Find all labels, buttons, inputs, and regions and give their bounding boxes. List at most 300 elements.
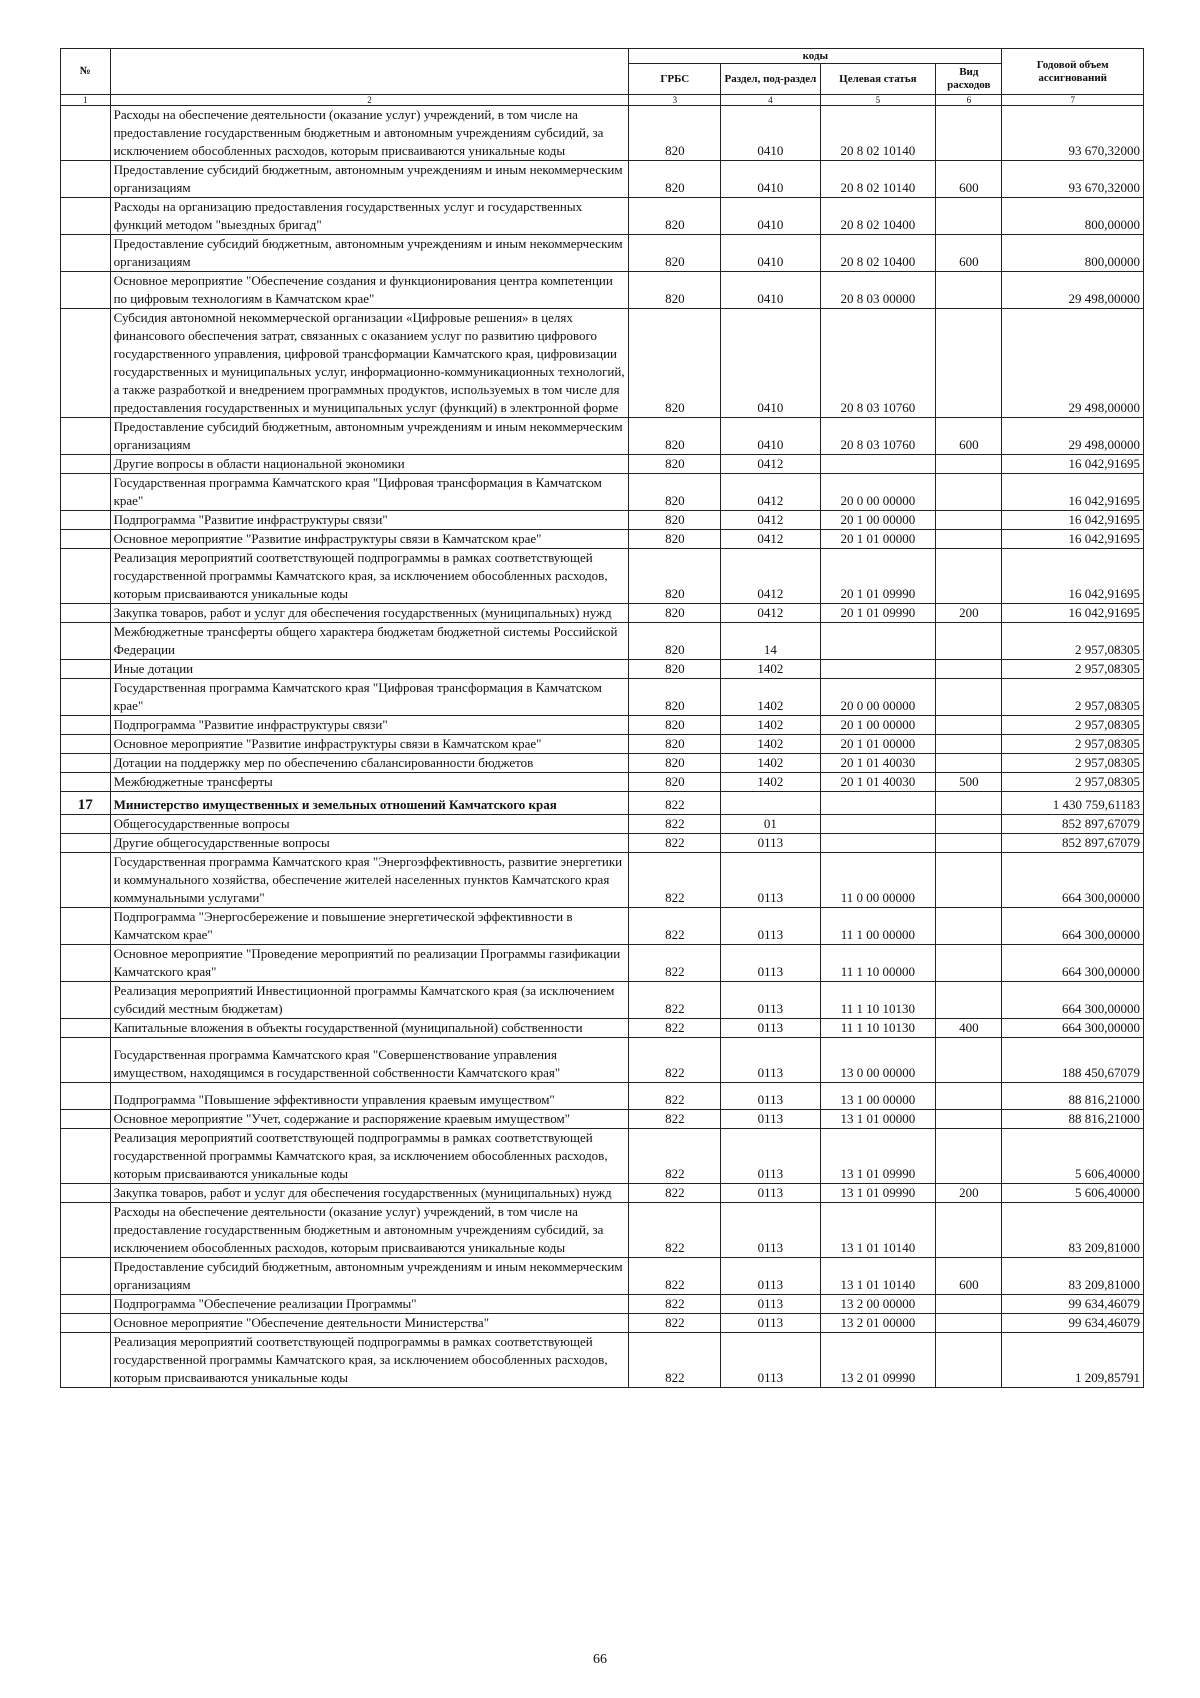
item-name: Межбюджетные трансферты общего характера бюджетам бюджетной системы Российской Федерации <box>110 623 629 660</box>
grbs-code: 820 <box>629 272 721 309</box>
table-row <box>61 945 1144 982</box>
row-number <box>61 716 111 735</box>
section-code: 1402 <box>721 735 820 754</box>
grbs-code: 820 <box>629 198 721 235</box>
section-code: 14 <box>721 623 820 660</box>
section-code: 0113 <box>721 1019 820 1038</box>
target-article-code: 13 0 00 00000 <box>820 1038 936 1083</box>
expense-type-code <box>936 106 1002 161</box>
annual-amount: 800,00000 <box>1002 198 1144 235</box>
table-row <box>61 982 1144 1019</box>
target-article-code: 20 8 03 10760 <box>820 418 936 455</box>
table-row <box>61 1203 1144 1258</box>
target-article-code: 13 1 01 00000 <box>820 1110 936 1129</box>
table-row <box>61 1295 1144 1314</box>
section-code: 0412 <box>721 455 820 474</box>
table-row <box>61 455 1144 474</box>
expense-type-code <box>936 1314 1002 1333</box>
target-article-code: 20 8 03 10760 <box>820 309 936 418</box>
grbs-code: 820 <box>629 549 721 604</box>
section-code: 0410 <box>721 161 820 198</box>
item-name: Предоставление субсидий бюджетным, автономным учреждениям и иным некоммерческим организациям <box>110 418 629 455</box>
grbs-code: 822 <box>629 853 721 908</box>
expense-type-code <box>936 1203 1002 1258</box>
annual-amount: 664 300,00000 <box>1002 982 1144 1019</box>
expense-type-code <box>936 735 1002 754</box>
grbs-code: 822 <box>629 834 721 853</box>
item-name: Реализация мероприятий Инвестиционной программы Камчатского края (за исключением субсидий местным бюджетам) <box>110 982 629 1019</box>
expense-type-code: 200 <box>936 1184 1002 1203</box>
expense-type-code: 200 <box>936 604 1002 623</box>
annual-amount: 16 042,91695 <box>1002 604 1144 623</box>
grbs-code: 820 <box>629 106 721 161</box>
expense-type-code <box>936 1295 1002 1314</box>
section-code: 0113 <box>721 1083 820 1110</box>
row-number <box>61 309 111 418</box>
row-number <box>61 1333 111 1388</box>
expense-type-code <box>936 1333 1002 1388</box>
annual-amount: 99 634,46079 <box>1002 1295 1144 1314</box>
expense-type-code <box>936 623 1002 660</box>
row-number <box>61 754 111 773</box>
section-code: 0113 <box>721 1129 820 1184</box>
table-row <box>61 418 1144 455</box>
row-number <box>61 1129 111 1184</box>
item-name: Основное мероприятие "Развитие инфраструктуры связи в Камчатском крае" <box>110 530 629 549</box>
expense-type-code <box>936 679 1002 716</box>
section-code: 0113 <box>721 945 820 982</box>
budget-table <box>60 48 1144 1388</box>
expense-type-code <box>936 272 1002 309</box>
target-article-code: 13 2 01 00000 <box>820 1314 936 1333</box>
section-code: 0412 <box>721 511 820 530</box>
annual-amount: 188 450,67079 <box>1002 1038 1144 1083</box>
row-number <box>61 1258 111 1295</box>
item-name: Основное мероприятие "Развитие инфраструктуры связи в Камчатском крае" <box>110 735 629 754</box>
annual-amount: 16 042,91695 <box>1002 549 1144 604</box>
column-number: 6 <box>936 95 1002 106</box>
header-row-top <box>61 49 1144 64</box>
row-number <box>61 853 111 908</box>
annual-amount: 800,00000 <box>1002 235 1144 272</box>
target-article-code: 20 1 01 09990 <box>820 549 936 604</box>
annual-amount: 93 670,32000 <box>1002 106 1144 161</box>
budget-table-container <box>60 48 1144 1388</box>
row-number <box>61 735 111 754</box>
page-number: 66 <box>593 1652 607 1667</box>
section-code: 0412 <box>721 549 820 604</box>
annual-amount: 83 209,81000 <box>1002 1258 1144 1295</box>
item-name: Министерство имущественных и земельных отношений Камчатского края <box>110 792 629 815</box>
item-name: Основное мероприятие "Обеспечение деятельности Министерства" <box>110 1314 629 1333</box>
grbs-code: 822 <box>629 1333 721 1388</box>
section-code: 0410 <box>721 235 820 272</box>
item-name: Основное мероприятие "Учет, содержание и распоряжение краевым имуществом" <box>110 1110 629 1129</box>
column-number: 4 <box>721 95 820 106</box>
table-row <box>61 792 1144 815</box>
target-article-code: 20 8 02 10140 <box>820 106 936 161</box>
row-number <box>61 945 111 982</box>
section-code: 0113 <box>721 1184 820 1203</box>
row-number <box>61 1019 111 1038</box>
expense-type-code: 600 <box>936 1258 1002 1295</box>
section-code: 0113 <box>721 982 820 1019</box>
annual-amount: 29 498,00000 <box>1002 418 1144 455</box>
target-article-code: 20 8 02 10400 <box>820 235 936 272</box>
annual-amount: 5 606,40000 <box>1002 1184 1144 1203</box>
column-number: 3 <box>629 95 721 106</box>
column-number-row <box>61 95 1144 106</box>
grbs-code: 822 <box>629 1203 721 1258</box>
target-article-code: 20 8 02 10140 <box>820 161 936 198</box>
grbs-code: 822 <box>629 1083 721 1110</box>
grbs-code: 820 <box>629 455 721 474</box>
header-number: № <box>61 49 111 95</box>
item-name: Государственная программа Камчатского края "Цифровая трансформация в Камчатском крае" <box>110 474 629 511</box>
row-number <box>61 198 111 235</box>
target-article-code: 11 1 10 10130 <box>820 1019 936 1038</box>
table-row <box>61 1333 1144 1388</box>
annual-amount: 2 957,08305 <box>1002 754 1144 773</box>
expense-type-code <box>936 982 1002 1019</box>
section-code: 0412 <box>721 474 820 511</box>
annual-amount: 2 957,08305 <box>1002 773 1144 792</box>
table-row <box>61 1083 1144 1110</box>
section-code: 0410 <box>721 309 820 418</box>
annual-amount: 2 957,08305 <box>1002 679 1144 716</box>
item-name: Предоставление субсидий бюджетным, автономным учреждениям и иным некоммерческим организациям <box>110 161 629 198</box>
grbs-code: 820 <box>629 679 721 716</box>
row-number <box>61 834 111 853</box>
annual-amount: 2 957,08305 <box>1002 623 1144 660</box>
grbs-code: 820 <box>629 235 721 272</box>
target-article-code: 20 1 00 00000 <box>820 716 936 735</box>
table-row <box>61 853 1144 908</box>
header-celevaya: Целевая статья <box>820 64 936 95</box>
row-number <box>61 235 111 272</box>
grbs-code: 822 <box>629 1314 721 1333</box>
expense-type-code <box>936 1038 1002 1083</box>
expense-type-code: 600 <box>936 418 1002 455</box>
section-code: 1402 <box>721 660 820 679</box>
row-number <box>61 418 111 455</box>
target-article-code <box>820 792 936 815</box>
item-name: Подпрограмма "Развитие инфраструктуры связи" <box>110 511 629 530</box>
expense-type-code <box>936 716 1002 735</box>
target-article-code: 11 0 00 00000 <box>820 853 936 908</box>
annual-amount: 88 816,21000 <box>1002 1083 1144 1110</box>
target-article-code <box>820 455 936 474</box>
grbs-code: 822 <box>629 1295 721 1314</box>
table-row <box>61 235 1144 272</box>
grbs-code: 822 <box>629 792 721 815</box>
header-grbs: ГРБС <box>629 64 721 95</box>
table-row <box>61 908 1144 945</box>
target-article-code: 20 1 01 40030 <box>820 754 936 773</box>
grbs-code: 822 <box>629 1258 721 1295</box>
target-article-code: 20 1 01 00000 <box>820 735 936 754</box>
column-number: 1 <box>61 95 111 106</box>
target-article-code: 13 2 00 00000 <box>820 1295 936 1314</box>
annual-amount: 5 606,40000 <box>1002 1129 1144 1184</box>
item-name: Закупка товаров, работ и услуг для обеспечения государственных (муниципальных) нужд <box>110 1184 629 1203</box>
expense-type-code <box>936 549 1002 604</box>
grbs-code: 822 <box>629 1129 721 1184</box>
expense-type-code: 600 <box>936 161 1002 198</box>
section-code: 1402 <box>721 773 820 792</box>
expense-type-code <box>936 754 1002 773</box>
item-name: Основное мероприятие "Проведение мероприятий по реализации Программы газификации Камчатского края" <box>110 945 629 982</box>
annual-amount: 88 816,21000 <box>1002 1110 1144 1129</box>
item-name: Подпрограмма "Развитие инфраструктуры связи" <box>110 716 629 735</box>
item-name: Иные дотации <box>110 660 629 679</box>
grbs-code: 820 <box>629 161 721 198</box>
target-article-code: 13 1 01 09990 <box>820 1129 936 1184</box>
table-row <box>61 1258 1144 1295</box>
expense-type-code <box>936 660 1002 679</box>
header-vid: Вид расходов <box>936 64 1002 95</box>
section-code: 1402 <box>721 754 820 773</box>
section-code: 0410 <box>721 272 820 309</box>
item-name: Реализация мероприятий соответствующей подпрограммы в рамках соответствующей государственной программы Камчатского края, за исключением обособленных расходов, которым присваиваются уникальные коды <box>110 1333 629 1388</box>
target-article-code: 20 1 01 09990 <box>820 604 936 623</box>
table-row <box>61 309 1144 418</box>
row-number <box>61 604 111 623</box>
target-article-code: 13 1 01 10140 <box>820 1203 936 1258</box>
annual-amount: 2 957,08305 <box>1002 660 1144 679</box>
expense-type-code <box>936 309 1002 418</box>
grbs-code: 822 <box>629 1184 721 1203</box>
row-number <box>61 1314 111 1333</box>
item-name: Предоставление субсидий бюджетным, автономным учреждениям и иным некоммерческим организациям <box>110 235 629 272</box>
item-name: Расходы на организацию предоставления государственных услуг и государственных функций методом "выездных бригад" <box>110 198 629 235</box>
table-row <box>61 549 1144 604</box>
column-number: 7 <box>1002 95 1144 106</box>
table-row <box>61 1038 1144 1083</box>
target-article-code: 20 1 00 00000 <box>820 511 936 530</box>
section-code: 0113 <box>721 1295 820 1314</box>
grbs-code: 822 <box>629 982 721 1019</box>
section-code: 01 <box>721 815 820 834</box>
expense-type-code <box>936 908 1002 945</box>
item-name: Государственная программа Камчатского края "Энергоэффективность, развитие энергетики и коммунального хозяйства, обеспечение жителей населенных пунктов Камчатского края коммунальными услугами" <box>110 853 629 908</box>
annual-amount: 16 042,91695 <box>1002 474 1144 511</box>
table-row <box>61 530 1144 549</box>
section-code: 0113 <box>721 853 820 908</box>
grbs-code: 822 <box>629 1110 721 1129</box>
item-name: Капитальные вложения в объекты государственной (муниципальной) собственности <box>110 1019 629 1038</box>
section-code: 0113 <box>721 1038 820 1083</box>
item-name: Подпрограмма "Повышение эффективности управления краевым имуществом" <box>110 1083 629 1110</box>
section-code: 0113 <box>721 1203 820 1258</box>
table-row <box>61 272 1144 309</box>
row-number <box>61 815 111 834</box>
target-article-code: 11 1 10 00000 <box>820 945 936 982</box>
table-row <box>61 834 1144 853</box>
row-number <box>61 773 111 792</box>
annual-amount: 2 957,08305 <box>1002 716 1144 735</box>
expense-type-code <box>936 1110 1002 1129</box>
table-row <box>61 1019 1144 1038</box>
row-number <box>61 1203 111 1258</box>
target-article-code: 13 2 01 09990 <box>820 1333 936 1388</box>
expense-type-code <box>936 853 1002 908</box>
item-name: Дотации на поддержку мер по обеспечению сбалансированности бюджетов <box>110 754 629 773</box>
expense-type-code: 400 <box>936 1019 1002 1038</box>
expense-type-code: 600 <box>936 235 1002 272</box>
expense-type-code <box>936 834 1002 853</box>
row-number: 17 <box>61 792 111 815</box>
section-code: 1402 <box>721 716 820 735</box>
item-name: Основное мероприятие "Обеспечение создания и функционирования центра компетенции по цифровым технологиям в Камчатском крае" <box>110 272 629 309</box>
grbs-code: 820 <box>629 716 721 735</box>
row-number <box>61 530 111 549</box>
annual-amount: 29 498,00000 <box>1002 309 1144 418</box>
section-code: 0113 <box>721 1314 820 1333</box>
grbs-code: 822 <box>629 1019 721 1038</box>
table-row <box>61 1110 1144 1129</box>
row-number <box>61 272 111 309</box>
annual-amount: 664 300,00000 <box>1002 853 1144 908</box>
row-number <box>61 623 111 660</box>
item-name: Государственная программа Камчатского края "Совершенствование управления имуществом, находящимся в государственной собственности Камчатского края" <box>110 1038 629 1083</box>
grbs-code: 820 <box>629 735 721 754</box>
table-row <box>61 106 1144 161</box>
row-number <box>61 1083 111 1110</box>
row-number <box>61 106 111 161</box>
target-article-code: 20 1 01 00000 <box>820 530 936 549</box>
item-name: Реализация мероприятий соответствующей подпрограммы в рамках соответствующей государственной программы Камчатского края, за исключением обособленных расходов, которым присваиваются уникальные коды <box>110 1129 629 1184</box>
row-number <box>61 474 111 511</box>
annual-amount: 664 300,00000 <box>1002 908 1144 945</box>
annual-amount: 1 209,85791 <box>1002 1333 1144 1388</box>
grbs-code: 820 <box>629 474 721 511</box>
expense-type-code <box>936 945 1002 982</box>
grbs-code: 820 <box>629 511 721 530</box>
budget-table-body <box>61 106 1144 1388</box>
table-row <box>61 1184 1144 1203</box>
item-name: Предоставление субсидий бюджетным, автономным учреждениям и иным некоммерческим организациям <box>110 1258 629 1295</box>
expense-type-code <box>936 1083 1002 1110</box>
section-code: 0113 <box>721 1110 820 1129</box>
grbs-code: 820 <box>629 754 721 773</box>
row-number <box>61 1038 111 1083</box>
expense-type-code <box>936 530 1002 549</box>
table-row <box>61 754 1144 773</box>
row-number <box>61 660 111 679</box>
row-number <box>61 455 111 474</box>
target-article-code: 13 1 01 09990 <box>820 1184 936 1203</box>
section-code: 0113 <box>721 908 820 945</box>
row-number <box>61 982 111 1019</box>
target-article-code <box>820 815 936 834</box>
table-row <box>61 1314 1144 1333</box>
grbs-code: 820 <box>629 604 721 623</box>
section-code: 0412 <box>721 604 820 623</box>
item-name: Реализация мероприятий соответствующей подпрограммы в рамках соответствующей государственной программы Камчатского края, за исключением обособленных расходов, которым присваиваются уникальные коды <box>110 549 629 604</box>
target-article-code: 20 8 02 10400 <box>820 198 936 235</box>
row-number <box>61 1295 111 1314</box>
table-row <box>61 474 1144 511</box>
section-code: 0113 <box>721 1333 820 1388</box>
section-code: 1402 <box>721 679 820 716</box>
grbs-code: 822 <box>629 815 721 834</box>
annual-amount: 2 957,08305 <box>1002 735 1144 754</box>
target-article-code <box>820 660 936 679</box>
row-number <box>61 1184 111 1203</box>
section-code <box>721 792 820 815</box>
header-razdel: Раздел, под-раздел <box>721 64 820 95</box>
grbs-code: 822 <box>629 945 721 982</box>
section-code: 0410 <box>721 418 820 455</box>
table-row <box>61 1129 1144 1184</box>
target-article-code: 13 1 00 00000 <box>820 1083 936 1110</box>
table-row <box>61 511 1144 530</box>
expense-type-code <box>936 474 1002 511</box>
item-name: Закупка товаров, работ и услуг для обеспечения государственных (муниципальных) нужд <box>110 604 629 623</box>
row-number <box>61 679 111 716</box>
target-article-code: 11 1 00 00000 <box>820 908 936 945</box>
expense-type-code <box>936 792 1002 815</box>
item-name: Расходы на обеспечение деятельности (оказание услуг) учреждений, в том числе на предоставление государственным бюджетным и автономным учреждениям субсидий, за исключением обособленных расходов, которым присваиваются уникальные коды <box>110 106 629 161</box>
expense-type-code <box>936 511 1002 530</box>
target-article-code: 20 8 03 00000 <box>820 272 936 309</box>
expense-type-code <box>936 815 1002 834</box>
annual-amount: 83 209,81000 <box>1002 1203 1144 1258</box>
expense-type-code <box>936 198 1002 235</box>
annual-amount: 1 430 759,61183 <box>1002 792 1144 815</box>
annual-amount: 99 634,46079 <box>1002 1314 1144 1333</box>
section-code: 0410 <box>721 106 820 161</box>
row-number <box>61 549 111 604</box>
item-name: Подпрограмма "Энергосбережение и повышение энергетической эффективности в Камчатском крае" <box>110 908 629 945</box>
target-article-code: 13 1 01 10140 <box>820 1258 936 1295</box>
table-row <box>61 660 1144 679</box>
target-article-code: 20 0 00 00000 <box>820 474 936 511</box>
item-name: Общегосударственные вопросы <box>110 815 629 834</box>
section-code: 0113 <box>721 834 820 853</box>
expense-type-code: 500 <box>936 773 1002 792</box>
table-row <box>61 604 1144 623</box>
grbs-code: 820 <box>629 418 721 455</box>
target-article-code: 20 0 00 00000 <box>820 679 936 716</box>
item-name: Другие вопросы в области национальной экономики <box>110 455 629 474</box>
annual-amount: 16 042,91695 <box>1002 511 1144 530</box>
header-codes: коды <box>629 49 1002 64</box>
row-number <box>61 161 111 198</box>
table-row <box>61 161 1144 198</box>
target-article-code <box>820 623 936 660</box>
expense-type-code <box>936 455 1002 474</box>
table-row <box>61 815 1144 834</box>
expense-type-code <box>936 1129 1002 1184</box>
row-number <box>61 1110 111 1129</box>
column-number: 5 <box>820 95 936 106</box>
grbs-code: 820 <box>629 773 721 792</box>
item-name: Межбюджетные трансферты <box>110 773 629 792</box>
grbs-code: 822 <box>629 908 721 945</box>
annual-amount: 664 300,00000 <box>1002 945 1144 982</box>
annual-amount: 852 897,67079 <box>1002 834 1144 853</box>
item-name: Подпрограмма "Обеспечение реализации Программы" <box>110 1295 629 1314</box>
header-name <box>110 49 629 95</box>
grbs-code: 820 <box>629 623 721 660</box>
annual-amount: 29 498,00000 <box>1002 272 1144 309</box>
item-name: Государственная программа Камчатского края "Цифровая трансформация в Камчатском крае" <box>110 679 629 716</box>
item-name: Расходы на обеспечение деятельности (оказание услуг) учреждений, в том числе на предоставление государственным бюджетным и автономным учреждениям субсидий, за исключением обособленных расходов, которым присваиваются уникальные коды <box>110 1203 629 1258</box>
grbs-code: 822 <box>629 1038 721 1083</box>
annual-amount: 664 300,00000 <box>1002 1019 1144 1038</box>
